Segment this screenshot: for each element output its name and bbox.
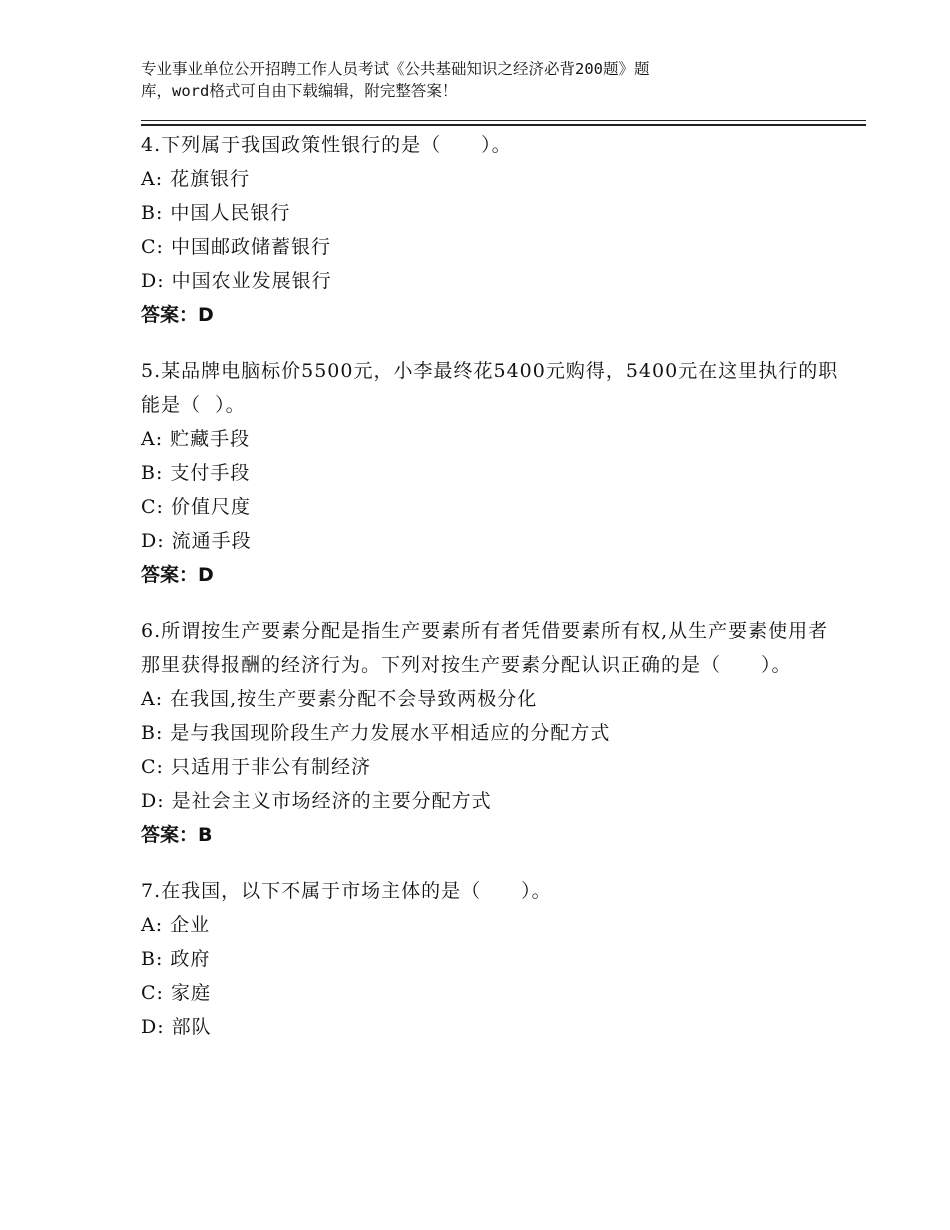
option-a: A: 花旗银行	[141, 168, 251, 190]
option-d: D: 部队	[141, 1016, 212, 1038]
header-rule-thick	[141, 124, 866, 126]
option-c: C: 价值尺度	[141, 496, 251, 518]
header-line-1: 专业事业单位公开招聘工作人员考试《公共基础知识之经济必背200题》题	[141, 60, 650, 78]
question-stem: 4.下列属于我国政策性银行的是（ ）。	[141, 134, 512, 156]
header-rule-thin	[141, 120, 866, 121]
option-b: B: 中国人民银行	[141, 202, 291, 224]
answer-value: B	[198, 824, 213, 846]
answer-line	[141, 558, 841, 592]
option-b: B: 政府	[141, 948, 211, 970]
question-5	[141, 354, 841, 592]
option-d: D: 流通手段	[141, 530, 252, 552]
answer-value: D	[198, 304, 214, 326]
header-line-2: 库，word格式可自由下载编辑，附完整答案！	[141, 82, 458, 100]
document-header	[141, 58, 781, 102]
answer-label: 答案：	[141, 824, 199, 846]
question-list	[141, 128, 841, 1066]
option-a: A: 企业	[141, 914, 211, 936]
option-d: D: 是社会主义市场经济的主要分配方式	[141, 790, 492, 812]
answer-value: D	[198, 564, 214, 586]
answer-label: 答案：	[141, 304, 199, 326]
option-a: A: 在我国,按生产要素分配不会导致两极分化	[141, 688, 538, 710]
option-d: D: 中国农业发展银行	[141, 270, 332, 292]
option-c: C: 家庭	[141, 982, 211, 1004]
question-6	[141, 614, 841, 852]
question-4	[141, 128, 841, 332]
question-stem: 5.某品牌电脑标价5500元，小李最终花5400元购得，5400元在这里执行的职能是（ ）。	[141, 360, 839, 416]
option-c: C: 只适用于非公有制经济	[141, 756, 371, 778]
option-a: A: 贮藏手段	[141, 428, 251, 450]
option-c: C: 中国邮政储蓄银行	[141, 236, 331, 258]
option-b: B: 支付手段	[141, 462, 251, 484]
answer-line	[141, 818, 841, 852]
answer-label: 答案：	[141, 564, 199, 586]
question-stem: 7.在我国，以下不属于市场主体的是（ ）。	[141, 880, 552, 902]
answer-line	[141, 298, 841, 332]
option-b: B: 是与我国现阶段生产力发展水平相适应的分配方式	[141, 722, 611, 744]
question-stem: 6.所谓按生产要素分配是指生产要素所有者凭借要素所有权,从生产要素使用者那里获得报酬的经济行为。下列对按生产要素分配认识正确的是（ ）。	[141, 620, 829, 676]
question-7	[141, 874, 841, 1044]
